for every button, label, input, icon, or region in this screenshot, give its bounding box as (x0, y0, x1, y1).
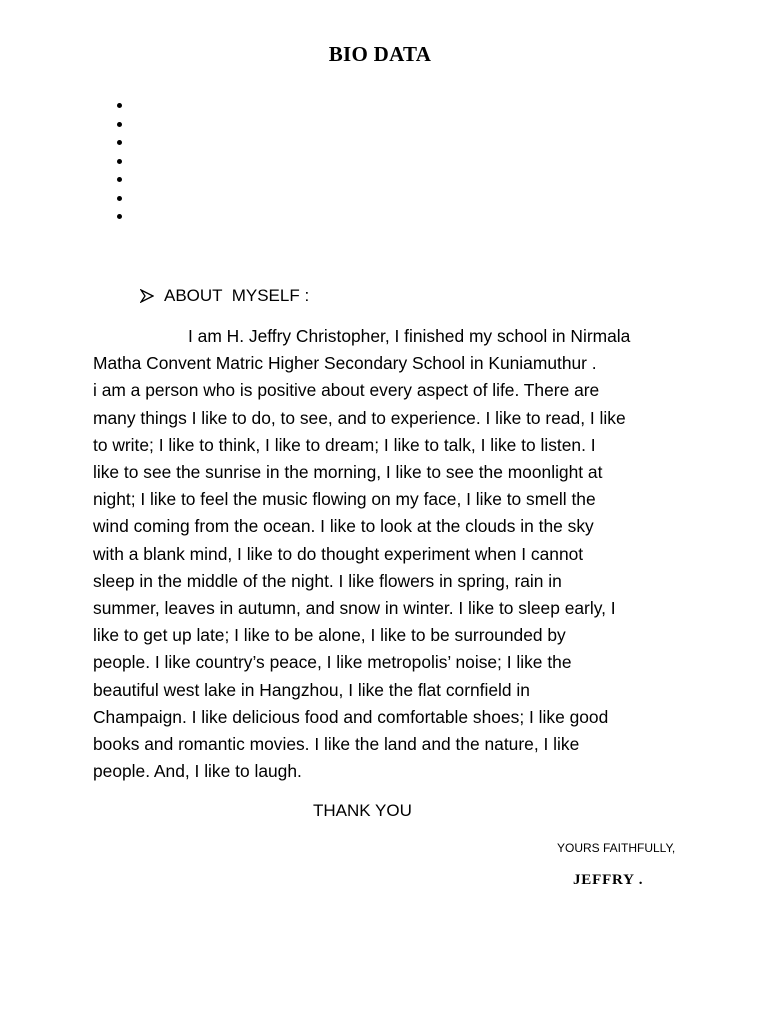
paragraph-line: to write; I like to think, I like to dream; I like to talk, I like to listen. I (93, 434, 596, 455)
paragraph-line: night; I like to feel the music flowing on my face, I like to smell the (93, 489, 596, 510)
paragraph-line: summer, leaves in autumn, and snow in winter. I like to sleep early, I (93, 598, 616, 619)
list-item (113, 116, 133, 135)
paragraph-line: Matha Convent Matric Higher Secondary School in Kuniamuthur . (93, 353, 597, 374)
paragraph-line: I am H. Jeffry Christopher, I finished my school in Nirmala (188, 326, 631, 346)
bullet-dot-icon (117, 196, 122, 201)
bullet-dot-icon (117, 177, 122, 182)
paragraph-line: people. And, I like to laugh. (93, 761, 302, 782)
paragraph-line: Champaign. I like delicious food and comfortable shoes; I like good (93, 706, 609, 727)
closing-text: YOURS FAITHFULLY, (557, 841, 676, 855)
paragraph-line: wind coming from the ocean. I like to look at the clouds in the sky (93, 516, 594, 537)
paragraph-line: sleep in the middle of the night. I like flowers in spring, rain in (93, 570, 562, 591)
bullet-dot-icon (117, 159, 122, 164)
paragraph-line: books and romantic movies. I like the land and the nature, I like (93, 734, 580, 755)
paragraph-line: like to get up late; I like to be alone, I like to be surrounded by (93, 625, 566, 646)
thank-you-text: THANK YOU (313, 801, 412, 820)
bullet-dot-icon (117, 103, 122, 108)
list-item (113, 208, 133, 227)
section-heading (140, 286, 309, 306)
bullet-dot-icon (117, 122, 122, 127)
list-item (113, 134, 133, 153)
paragraph-line: like to see the sunrise in the morning, I like to see the moonlight at (93, 462, 603, 483)
list-item (113, 97, 133, 116)
paragraph-line: with a blank mind, I like to do thought experiment when I cannot (93, 543, 584, 564)
arrowhead-bullet-icon (140, 289, 154, 303)
section-heading-text: ABOUT MYSELF : (164, 286, 310, 305)
paragraph-line: many things I like to do, to see, and to experience. I like to read, I like (93, 407, 626, 428)
empty-bullet-list (113, 97, 133, 227)
paragraph-line: beautiful west lake in Hangzhou, I like the flat cornfield in (93, 679, 530, 700)
about-paragraph (93, 323, 683, 785)
paragraph-line: i am a person who is positive about every aspect of life. There are (93, 380, 600, 401)
list-item (113, 190, 133, 209)
list-item (113, 171, 133, 190)
page-title: BIO DATA (328, 42, 432, 66)
paragraph-line: people. I like country’s peace, I like metropolis’ noise; I like the (93, 652, 572, 673)
list-item (113, 153, 133, 172)
bullet-dot-icon (117, 214, 122, 219)
bullet-dot-icon (117, 140, 122, 145)
signature-name: JEFFRY . (573, 872, 644, 888)
